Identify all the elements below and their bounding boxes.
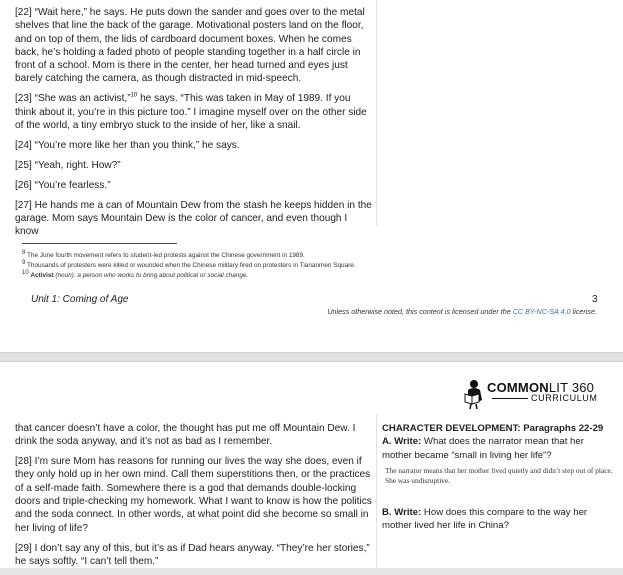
footnote-10: $^{10}$ Activist (noun): a person who works to bring about political or social change. [22,269,249,279]
logo-wordmark: COMMONLIT 360 [487,380,595,395]
sidebar-heading: CHARACTER DEVELOPMENT: Paragraphs 22-29 [382,423,604,434]
footnote-8: $^8$ The June fourth movement refers to student-led protests against the Chinese government in 1989. [22,249,305,259]
logo-rule [492,398,528,399]
logo-subtitle: CURRICULUM [531,393,598,403]
footnote-9: $^9$ Thousands of protesters were killed or wounded when the Chinese military fired on protesters in Tiananmen Square. [22,259,356,269]
commonlit-logo [462,376,602,412]
question-b: B. Write: How does this compare to the way her mother lived her life in China? [382,506,588,532]
license-note: Unless otherwise noted, this content is licensed under the CC BY-NC-SA 4.0 license. [327,307,597,316]
unit-title: Unit 1: Coming of Age [31,294,129,305]
column-divider [376,414,377,568]
body-text [15,6,372,245]
footnotes [22,251,462,280]
paragraph-23: [23] “She was an activist,”$^{10}$ he says. “This was taken in May of 1989. If you think about it, you’re in this picture too.” I imagine myself over on the other side of the world, a tiny embryo stuck to the inside of her, like a snail. [15,93,367,131]
license-link[interactable]: CC BY-NC-SA 4.0 [512,307,571,316]
paragraph-22: [22] “Wait here,” he says. He puts down the sander and goes over to the metal shelves that line the back of the garage. Motivational posters land on the floor, and on top of them, the lids of cardboard document boxes. When he comes back, he’s holding a faded photo of people standing together in a half circle in front of a school. Mom is there in the center, her head turned and eyes just barely catching the camera, as though distracted in mid-speech. [15,7,365,85]
paragraph-24: [24] “You’re more like her than you think,” he says. [15,139,240,151]
footnote-rule [22,243,177,244]
bird-reading-icon [462,378,488,410]
body-text [15,422,372,575]
paragraph-28: [28] I’m sure Mom has reasons for running our lives the way she does, even if they only hold up in her own mind. Call them superstitions then, or the practices of a self-made faith. Somewhere there is a god that demands double-locking doors and triple-checking my homework. What I want to know is how the politics and the soda connect. In other words, at what point did she become so small in her living of life? [15,456,372,534]
page-separator [0,352,623,362]
answer-a[interactable]: The narrator means that her mother lived quietly and didn’t step out of place. She was undisruptive. [385,465,613,485]
column-divider [376,0,377,226]
footnote-ref-10[interactable]: 10 [130,93,138,100]
question-a: A. Write: What does the narrator mean that her mother became “small in living her life”? [382,436,584,461]
document-page-2 [0,362,623,568]
paragraph-27: [27] He hands me a can of Mountain Dew from the stash he keeps hidden in the garage. Mom says Mountain Dew is the color of cancer, and even though I know [15,199,372,238]
paragraph-25: [25] “Yeah, right. How?” [15,159,121,171]
question-sidebar [382,422,614,532]
paragraph-27-continued: that cancer doesn’t have a color, the thought has put me off Mountain Dew. I drink the soda anyway, and it’s not as bad as I remember. [15,423,356,448]
paragraph-29: [29] I don’t say any of this, but it’s as if Dad hears anyway. “They’re her stories,” he says softly. “I can’t tell them.” [15,542,370,567]
page-number: 3 [592,294,598,305]
paragraph-26: [26] “You’re fearless.” [15,179,111,191]
